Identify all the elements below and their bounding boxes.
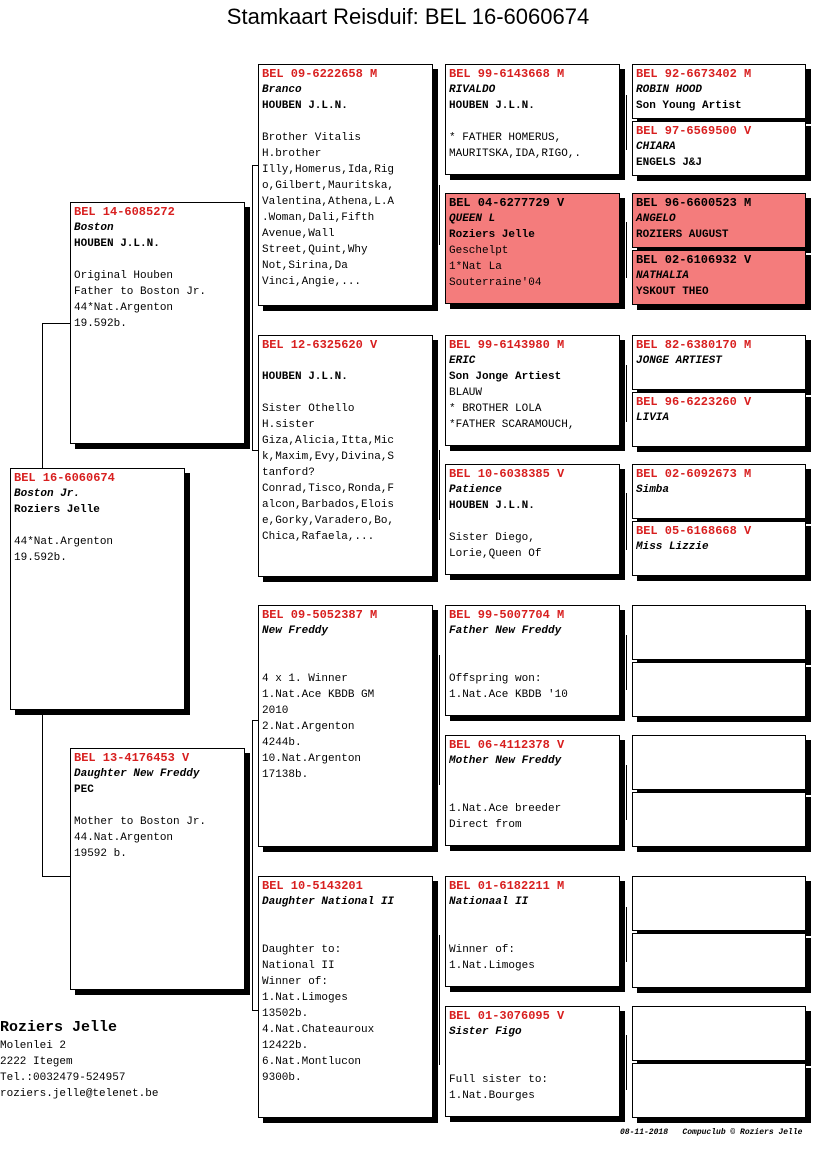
info-line: Winner of: — [449, 944, 516, 956]
info-line: Direct from — [449, 819, 522, 831]
info-line: 6.Nat.Montlucon — [262, 1056, 362, 1068]
pigeon-owner: HOUBEN J.L.N. — [74, 238, 160, 250]
info-line: MAURITSKA,IDA,RIGO,. — [449, 148, 582, 160]
ring-number: BEL 02-6092673 M — [636, 467, 752, 481]
pigeon-card-dsss[interactable] — [632, 605, 806, 660]
info-line: Illy,Homerus,Ida,Rig — [262, 164, 395, 176]
info-line: Street,Quint,Why — [262, 244, 368, 256]
pigeon-card-dsds[interactable] — [632, 735, 806, 790]
info-line: 4.Nat.Chateauroux — [262, 1024, 375, 1036]
pigeon-card-sd[interactable] — [258, 335, 433, 577]
pigeon-card-dss[interactable] — [445, 605, 620, 716]
pigeon-card-ssds[interactable] — [632, 193, 806, 248]
ring-number: BEL 97-6569500 V — [636, 124, 752, 138]
pigeon-name: Father New Freddy — [449, 625, 562, 637]
info-line: 44*Nat.Argenton — [74, 302, 174, 314]
pigeon-name: Daughter National II — [262, 896, 395, 908]
ring-number: BEL 96-6223260 V — [636, 395, 752, 409]
pigeon-name: QUEEN L — [449, 213, 496, 225]
ring-number: BEL 06-4112378 V — [449, 738, 565, 752]
pigeon-owner: HOUBEN J.L.N. — [262, 100, 348, 112]
pigeon-name: RIVALDO — [449, 84, 496, 96]
info-line: Avenue,Wall — [262, 228, 335, 240]
footer-credit: Compuclub © Roziers Jelle — [682, 1128, 803, 1137]
info-line: Not,Sirina,Da — [262, 260, 348, 272]
ring-number: BEL 99-6143668 M — [449, 67, 565, 81]
ring-number: BEL 01-6182211 M — [449, 879, 565, 893]
pigeon-name: Miss Lizzie — [636, 541, 709, 553]
info-line: BLAUW — [449, 387, 483, 399]
info-line: * BROTHER LOLA — [449, 403, 542, 415]
pigeon-name: Sister Figo — [449, 1026, 522, 1038]
pigeon-name: Simba — [636, 484, 670, 496]
pigeon-card-ds[interactable] — [258, 605, 433, 847]
info-line: 19.592b. — [14, 552, 67, 564]
info-line: o,Gilbert,Mauritska, — [262, 180, 395, 192]
pigeon-card-dsd[interactable] — [445, 735, 620, 846]
info-line: Sister Diego, — [449, 532, 535, 544]
ring-number: BEL 01-3076095 V — [449, 1009, 565, 1023]
info-line: H.sister — [262, 419, 315, 431]
pigeon-card-sdd[interactable] — [445, 464, 620, 575]
info-line: Original Houben — [74, 270, 174, 282]
pigeon-name: ROBIN HOOD — [636, 84, 703, 96]
pigeon-card-ss[interactable] — [258, 64, 433, 306]
pigeon-owner: Roziers Jelle — [449, 229, 535, 241]
pigeon-name: Daughter New Freddy — [74, 768, 200, 780]
ring-number: BEL 14-6085272 — [74, 205, 175, 219]
pigeon-card-ddsd[interactable] — [632, 933, 806, 988]
pigeon-card-sds[interactable] — [445, 335, 620, 446]
pigeon-card-dd[interactable] — [258, 876, 433, 1118]
info-line: Full sister to: — [449, 1074, 549, 1086]
info-line: Offspring won: — [449, 673, 542, 685]
info-line: Sister Othello — [262, 403, 355, 415]
info-line: 2.Nat.Argenton — [262, 721, 355, 733]
pigeon-card-ssdd[interactable] — [632, 250, 806, 305]
info-line: 1.Nat.Ace KBDB GM — [262, 689, 375, 701]
pigeon-owner: HOUBEN J.L.N. — [449, 500, 535, 512]
pigeon-owner: Son Young Artist — [636, 100, 742, 112]
ring-number: BEL 82-6380170 M — [636, 338, 752, 352]
info-line: 12422b. — [262, 1040, 309, 1052]
info-line: Vinci,Angie,... — [262, 276, 362, 288]
info-line: e,Gorky,Varadero,Bo, — [262, 515, 395, 527]
info-line: 1.Nat.Ace KBDB '10 — [449, 689, 568, 701]
info-line: Valentina,Athena,L.A — [262, 196, 395, 208]
pigeon-name: ANGELO — [636, 213, 676, 225]
pigeon-name: Boston — [74, 222, 114, 234]
info-line: Giza,Alicia,Itta,Mic — [262, 435, 395, 447]
info-line: Geschelpt — [449, 245, 509, 257]
info-line — [262, 926, 429, 942]
pigeon-owner: PEC — [74, 784, 94, 796]
info-line — [449, 785, 616, 801]
ring-number: BEL 13-4176453 V — [74, 751, 190, 765]
info-line — [74, 252, 241, 268]
pigeon-name: CHIARA — [636, 141, 676, 153]
info-line — [262, 114, 429, 130]
info-line: *FATHER SCARAMOUCH, — [449, 419, 575, 431]
info-line — [262, 655, 429, 671]
ring-number: BEL 99-6143980 M — [449, 338, 565, 352]
info-line: Winner of: — [262, 976, 329, 988]
info-line: National II — [262, 960, 335, 972]
info-line — [449, 1056, 616, 1072]
info-line: Mother to Boston Jr. — [74, 816, 207, 828]
info-line: Conrad,Tisco,Ronda,F — [262, 483, 395, 495]
pigeon-owner: Son Jonge Artiest — [449, 371, 562, 383]
info-line — [449, 114, 616, 130]
pigeon-owner: HOUBEN J.L.N. — [262, 371, 348, 383]
pigeon-name: Mother New Freddy — [449, 755, 562, 767]
pigeon-name: LIVIA — [636, 412, 670, 424]
pigeon-owner: ROZIERS AUGUST — [636, 229, 729, 241]
info-line: 1.Nat.Ace breeder — [449, 803, 562, 815]
info-line: * FATHER HOMERUS, — [449, 132, 562, 144]
breeder-info — [0, 1018, 158, 1102]
ring-number: BEL 05-6168668 V — [636, 524, 752, 538]
pigeon-card-ssss[interactable] — [632, 64, 806, 119]
pigeon-card-subject[interactable] — [10, 468, 185, 710]
pigeon-card-ddss[interactable] — [632, 876, 806, 931]
pigeon-owner: HOUBEN J.L.N. — [449, 100, 535, 112]
pigeon-name: ERIC — [449, 355, 476, 367]
info-line — [74, 798, 241, 814]
ring-number: BEL 02-6106932 V — [636, 253, 752, 267]
ring-number: BEL 04-6277729 V — [449, 196, 565, 210]
pigeon-card-ddds[interactable] — [632, 1006, 806, 1061]
pigeon-card-dsdd[interactable] — [632, 792, 806, 847]
info-line: 4 x 1. Winner — [262, 673, 348, 685]
ring-number: BEL 96-6600523 M — [636, 196, 752, 210]
info-line: Souterraine'04 — [449, 277, 542, 289]
pigeon-card-sdss[interactable] — [632, 335, 806, 390]
footer — [620, 1128, 802, 1137]
ring-number: BEL 99-5007704 M — [449, 608, 565, 622]
pigeon-card-sssd[interactable] — [632, 121, 806, 176]
pigeon-owner: Roziers Jelle — [14, 504, 100, 516]
info-line: alcon,Barbados,Elois — [262, 499, 395, 511]
info-line: 2010 — [262, 705, 289, 717]
ring-number: BEL 09-6222658 M — [262, 67, 378, 81]
info-line — [262, 385, 429, 401]
ring-number: BEL 16-6060674 — [14, 471, 115, 485]
info-line: 10.Nat.Argenton — [262, 753, 362, 765]
pigeon-card-sire[interactable] — [70, 202, 245, 444]
info-line — [449, 655, 616, 671]
pigeon-name: New Freddy — [262, 625, 329, 637]
pigeon-name: JONGE ARTIEST — [636, 355, 722, 367]
pigeon-name: Patience — [449, 484, 502, 496]
info-line: H.brother — [262, 148, 322, 160]
pigeon-card-sdsd[interactable] — [632, 392, 806, 447]
pigeon-card-dddd[interactable] — [632, 1063, 806, 1118]
info-line: Daughter to: — [262, 944, 342, 956]
ring-number: BEL 92-6673402 M — [636, 67, 752, 81]
pigeon-name: Branco — [262, 84, 302, 96]
breeder-street: Molenlei 2 — [0, 1040, 67, 1052]
info-line: .Woman,Dali,Fifth — [262, 212, 375, 224]
info-line: Lorie,Queen Of — [449, 548, 542, 560]
info-line: Chica,Rafaela,... — [262, 531, 375, 543]
info-line: Brother Vitalis — [262, 132, 362, 144]
breeder-name: Roziers Jelle — [0, 1019, 118, 1036]
breeder-phone: Tel.:0032479-524957 — [0, 1072, 126, 1084]
pigeon-name: Nationaal II — [449, 896, 529, 908]
pigeon-card-sddd[interactable] — [632, 521, 806, 576]
ring-number: BEL 09-5052387 M — [262, 608, 378, 622]
pigeon-name: NATHALIA — [636, 270, 689, 282]
pigeon-card-dds[interactable] — [445, 876, 620, 987]
breeder-city: 2222 Itegem — [0, 1056, 73, 1068]
pigeon-card-ssd[interactable] — [445, 193, 620, 304]
info-line: 1.Nat.Bourges — [449, 1090, 535, 1102]
info-line: 9300b. — [262, 1072, 302, 1084]
info-line: Father to Boston Jr. — [74, 286, 207, 298]
pigeon-card-dssd[interactable] — [632, 662, 806, 717]
pigeon-card-sdds[interactable] — [632, 464, 806, 519]
pigeon-card-sss[interactable] — [445, 64, 620, 175]
info-line: 13502b. — [262, 1008, 309, 1020]
footer-date: 08-11-2018 — [620, 1128, 669, 1137]
pigeon-owner: YSKOUT THEO — [636, 286, 709, 298]
info-line — [449, 514, 616, 530]
info-line: 19592 b. — [74, 848, 127, 860]
ring-number: BEL 10-6038385 V — [449, 467, 565, 481]
info-line: 19.592b. — [74, 318, 127, 330]
info-line: 1.Nat.Limoges — [449, 960, 535, 972]
info-line: 17138b. — [262, 769, 309, 781]
pigeon-owner: ENGELS J&J — [636, 157, 703, 169]
info-line: 44*Nat.Argenton — [14, 536, 114, 548]
info-line: 4244b. — [262, 737, 302, 749]
pigeon-card-ddd[interactable] — [445, 1006, 620, 1117]
info-line: 44.Nat.Argenton — [74, 832, 174, 844]
pigeon-name: Boston Jr. — [14, 488, 81, 500]
info-line — [449, 926, 616, 942]
pigeon-card-dam[interactable] — [70, 748, 245, 990]
page-title: Stamkaart Reisduif: BEL 16-6060674 — [226, 4, 590, 29]
ring-number: BEL 10-5143201 — [262, 879, 363, 893]
ring-number: BEL 12-6325620 V — [262, 338, 378, 352]
info-line: 1.Nat.Limoges — [262, 992, 348, 1004]
breeder-email[interactable]: roziers.jelle@telenet.be — [0, 1088, 159, 1100]
info-line: tanford? — [262, 467, 315, 479]
info-line — [14, 518, 181, 534]
info-line: k,Maxim,Evy,Divina,S — [262, 451, 395, 463]
info-line: 1*Nat La — [449, 261, 502, 273]
